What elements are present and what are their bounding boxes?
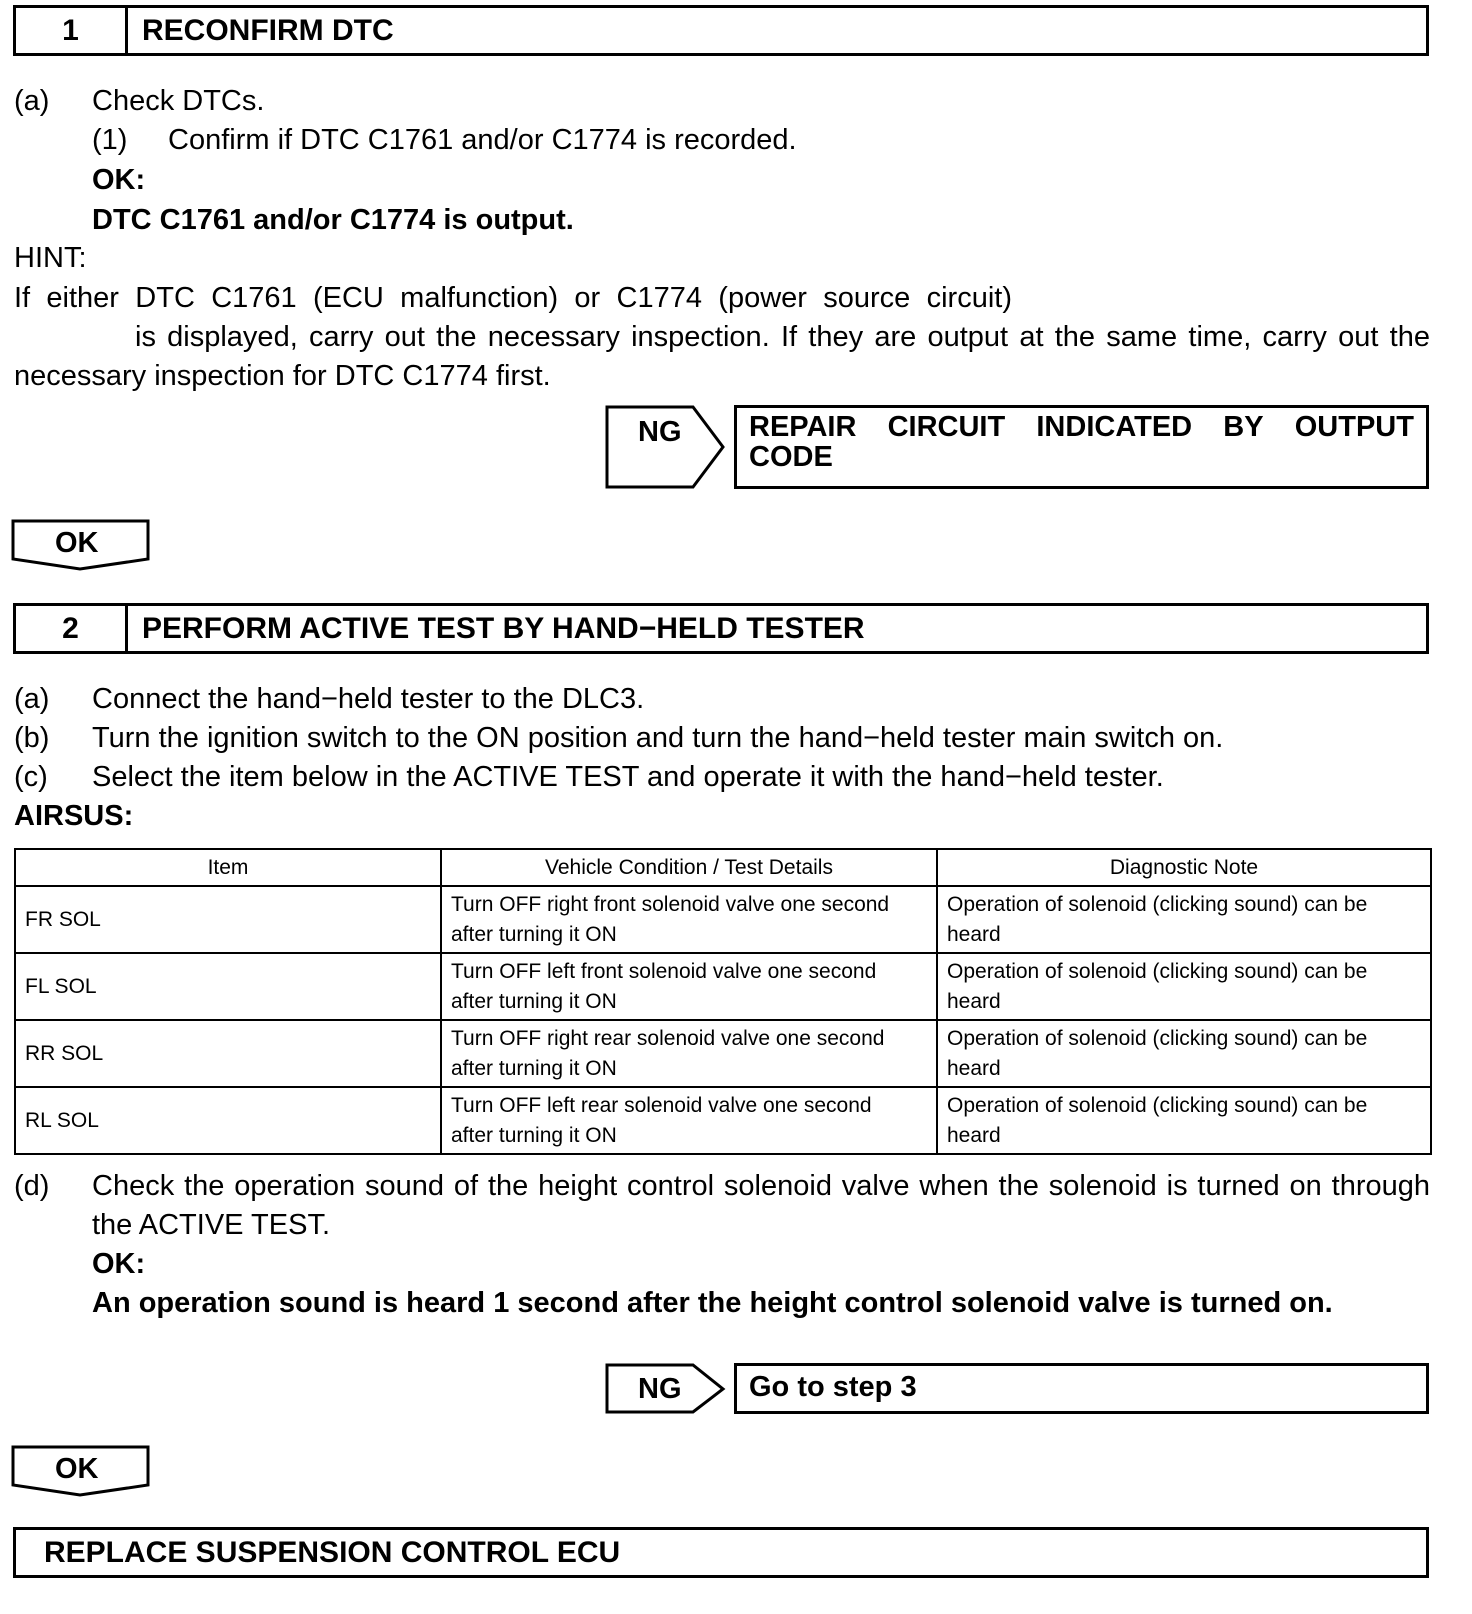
cell-line: heard xyxy=(947,1123,1001,1147)
item-text: Check DTCs. xyxy=(92,85,265,117)
note-cell xyxy=(937,1020,1431,1087)
item-label: (d) xyxy=(14,1170,50,1202)
cell-line: Turn OFF left rear solenoid valve one second xyxy=(451,1093,872,1117)
cell-line: Turn OFF right front solenoid valve one second xyxy=(451,892,890,916)
table-row xyxy=(15,1020,1431,1087)
item-text: Select the item below in the ACTIVE TEST and operate it with the hand−held tester. xyxy=(92,761,1164,793)
ng-result-line: CODE xyxy=(749,441,833,473)
cell-line: Operation of solenoid (clicking sound) can be xyxy=(947,959,1368,983)
item-cell: FR SOL xyxy=(15,886,441,953)
sub-item-text: Confirm if DTC C1761 and/or C1774 is recorded. xyxy=(168,124,797,156)
condition-cell xyxy=(441,1087,937,1154)
item-label: (b) xyxy=(14,722,50,754)
cell-line: Operation of solenoid (clicking sound) can be xyxy=(947,892,1368,916)
table-row xyxy=(15,1087,1431,1154)
cell-line: after turning it ON xyxy=(451,922,617,946)
column-header: Vehicle Condition / Test Details xyxy=(441,849,937,886)
item-cell: RR SOL xyxy=(15,1020,441,1087)
cell-line: Operation of solenoid (clicking sound) can be xyxy=(947,1093,1368,1117)
hint-line: is displayed, carry out the necessary inspection. If they are output at the same time, carry out the xyxy=(135,321,1430,353)
note-cell xyxy=(937,886,1431,953)
item-text: Turn the ignition switch to the ON position and turn the hand−held tester main switch on. xyxy=(92,722,1224,754)
ng-result-box xyxy=(734,405,1429,489)
ok-criteria-text: An operation sound is heard 1 second after the height control solenoid valve is turned on. xyxy=(92,1287,1333,1319)
ng-result-word: BY xyxy=(1223,411,1264,443)
table-title: AIRSUS: xyxy=(14,800,134,832)
hint-line: If either DTC C1761 (ECU malfunction) or C1774 (power source circuit) xyxy=(14,282,1012,314)
ng-result-word: OUTPUT xyxy=(1294,411,1414,443)
cell-line: Turn OFF right rear solenoid valve one second xyxy=(451,1026,885,1050)
step-title: RECONFIRM DTC xyxy=(142,14,394,47)
item-cell: FL SOL xyxy=(15,953,441,1020)
step-number: 1 xyxy=(16,8,128,53)
item-text: Check the operation sound of the height control solenoid valve when the solenoid is turned on through xyxy=(92,1170,1430,1202)
ng-label: NG xyxy=(638,416,682,448)
condition-cell xyxy=(441,953,937,1020)
condition-cell xyxy=(441,1020,937,1087)
cell-line: after turning it ON xyxy=(451,1056,617,1080)
cell-line: heard xyxy=(947,1056,1001,1080)
cell-line: Operation of solenoid (clicking sound) can be xyxy=(947,1026,1368,1050)
final-action-title: REPLACE SUSPENSION CONTROL ECU xyxy=(44,1536,621,1569)
column-header: Item xyxy=(15,849,441,886)
table-row xyxy=(15,953,1431,1020)
item-label: (c) xyxy=(14,761,48,793)
item-text: the ACTIVE TEST. xyxy=(92,1209,331,1241)
table-header-row xyxy=(15,849,1431,886)
step-1-header xyxy=(13,5,1429,56)
ok-criteria-text: DTC C1761 and/or C1774 is output. xyxy=(92,204,574,236)
table-row xyxy=(15,886,1431,953)
step-2-header xyxy=(13,603,1429,654)
step-number: 2 xyxy=(16,606,128,651)
cell-line: heard xyxy=(947,922,1001,946)
note-cell xyxy=(937,953,1431,1020)
cell-line: after turning it ON xyxy=(451,1123,617,1147)
condition-cell xyxy=(441,886,937,953)
ng-result-text: Go to step 3 xyxy=(749,1371,917,1403)
hint-label: HINT: xyxy=(14,242,87,274)
hint-line: necessary inspection for DTC C1774 first. xyxy=(14,360,551,392)
ng-result-box xyxy=(734,1363,1429,1414)
item-text: Connect the hand−held tester to the DLC3. xyxy=(92,683,645,715)
note-cell xyxy=(937,1087,1431,1154)
ng-result-word: CIRCUIT xyxy=(887,411,1006,443)
active-test-table xyxy=(14,848,1432,1155)
item-cell: RL SOL xyxy=(15,1087,441,1154)
cell-line: Turn OFF left front solenoid valve one second xyxy=(451,959,877,983)
column-header: Diagnostic Note xyxy=(937,849,1431,886)
ok-criteria-label: OK: xyxy=(92,164,146,196)
cell-line: after turning it ON xyxy=(451,989,617,1013)
cell-line: heard xyxy=(947,989,1001,1013)
step-title: PERFORM ACTIVE TEST BY HAND−HELD TESTER xyxy=(142,612,865,645)
ng-result-word: INDICATED xyxy=(1036,411,1193,443)
ng-label: NG xyxy=(638,1373,682,1405)
item-label: (a) xyxy=(14,85,50,117)
item-label: (a) xyxy=(14,683,50,715)
sub-item-label: (1) xyxy=(92,124,128,156)
ok-tab-label: OK xyxy=(55,1453,99,1485)
final-action-box xyxy=(13,1527,1429,1578)
ng-result-word: REPAIR xyxy=(749,411,857,443)
ok-criteria-label: OK: xyxy=(92,1248,146,1280)
ok-tab-label: OK xyxy=(55,527,99,559)
